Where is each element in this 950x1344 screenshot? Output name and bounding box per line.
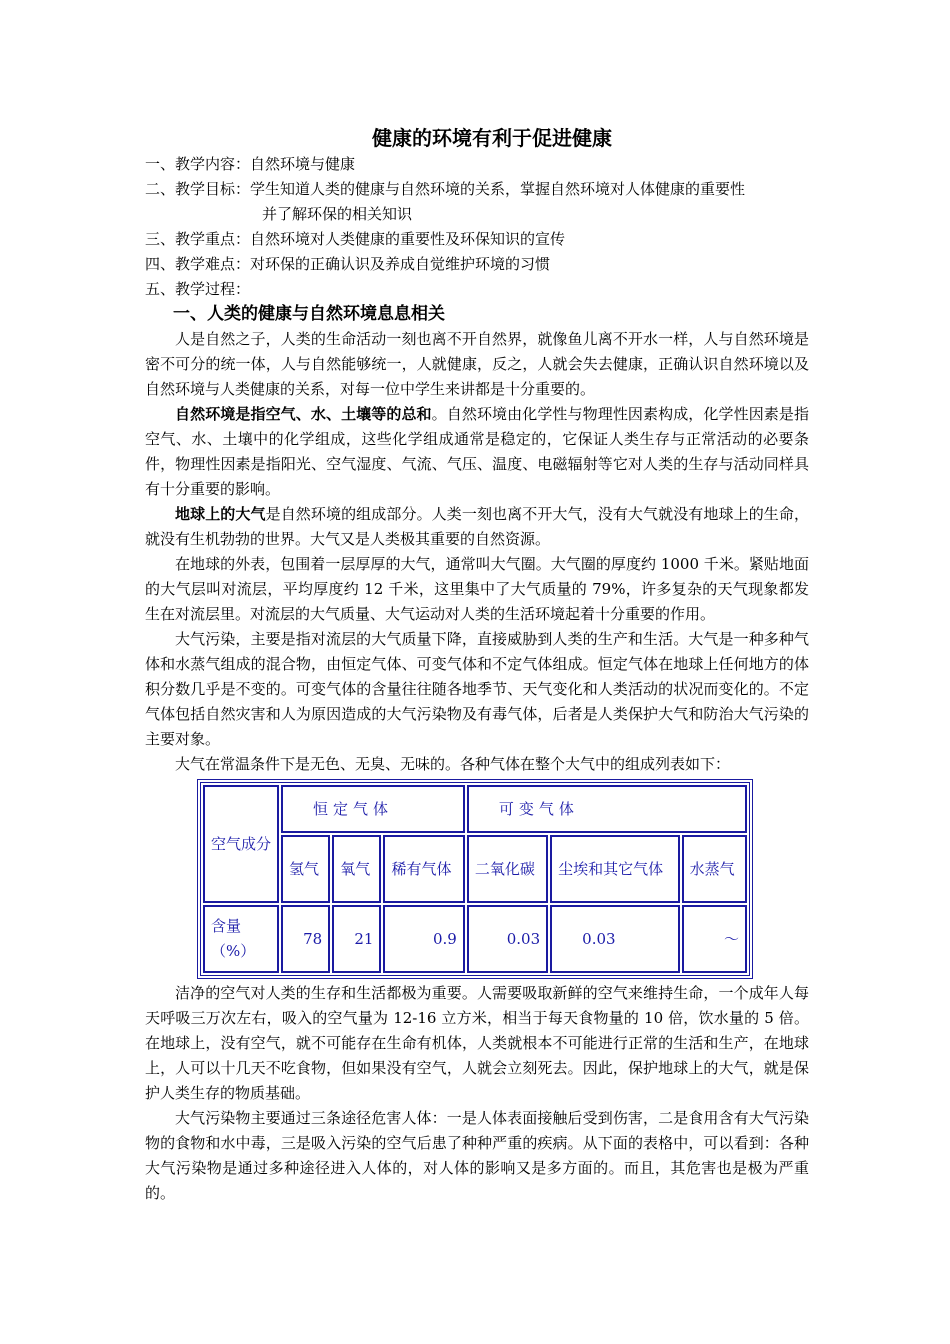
table-row [203, 905, 747, 973]
value-cell: 0.03 [550, 905, 680, 973]
value-cell: 78 [281, 905, 330, 973]
value-cell: 0.03 [467, 905, 548, 973]
value-cell: 0.9 [383, 905, 464, 973]
row-header-cell: 空气成分 [203, 785, 279, 903]
group-header-variable: 可变气体 [467, 785, 747, 833]
outline-content: 一、教学内容：自然环境与健康 [145, 155, 356, 173]
document-title: 健康的环境有利于促进健康 [372, 126, 612, 150]
paragraph-text: 人是自然之子，人类的生命活动一刻也离不开自然界，就像鱼儿离不开水一样，人与自然环境是密不可分的统一体，人与自然能够统一，人就健康，反之，人就会失去健康，正确认识自然环境以及自然环境与人类健康的关系，对每一位中学生来讲都是十分重要的。 [145, 330, 809, 398]
column-header: 水蒸气 [682, 835, 747, 903]
outline-difficulty: 四、教学难点：对环保的正确认识及养成自觉维护环境的习惯 [145, 255, 551, 273]
value-label-cell: 含量（%） [203, 905, 279, 973]
outline-process: 五、教学过程： [145, 280, 251, 298]
outline-focus: 三、教学重点：自然环境对人类健康的重要性及环保知识的宣传 [145, 230, 566, 248]
paragraph [145, 402, 809, 502]
column-header: 氢气 [281, 835, 330, 903]
paragraph [145, 627, 809, 752]
paragraph [145, 502, 809, 552]
paragraph-text: 。自然环境由化学性与物理性因素构成，化学性因素是指空气、水、土壤中的化学组成，这些化学组成通常是稳定的，它保证人类生存与正常活动的必要条件，物理性因素是指阳光、空气湿度、气流、气压、温度、电磁辐射等它对人类的生存与活动同样具有十分重要的影响。 [145, 405, 809, 498]
paragraph-bold: 自然环境是指空气、水、土壤等的总和 [175, 405, 432, 423]
group-header-constant: 恒定气体 [281, 785, 465, 833]
document-page [145, 124, 809, 1206]
outline-goal: 二、教学目标：学生知道人类的健康与自然环境的关系，掌握自然环境对人体健康的重要性 [145, 180, 746, 198]
section-heading: 一、人类的健康与自然环境息息相关 [173, 304, 445, 324]
paragraph: 洁净的空气对人类的生存和生活都极为重要。人需要吸取新鲜的空气来维持生命，一个成年人每天呼吸三万次左右，吸入的空气量为 12-16 立方米，相当于每天食物量的 10 倍，饮水量的 5 倍。在地球上，没有空气，就不可能存在生命有机体，人类就根本不可能进行正常的生活和生产，在地球上，人可以十几天不吃食物，但如果没有空气，人就会立刻死去。因此，保护地球上的大气，就是保护人类生存的物质基础。 [145, 984, 809, 1102]
paragraph-text: 大气污染，主要是指对流层的大气质量下降，直接威胁到人类的生产和生活。大气是一种多种气体和水蒸气组成的混合物，由恒定气体、可变气体和不定气体组成。恒定气体在地球上任何地方的体积分数几乎是不变的。可变气体的含量往往随各地季节、天气变化和人类活动的状况而变化的。不定气体包括自然灾害和人为原因造成的大气污染物及有毒气体，后者是人类保护大气和防治大气污染的主要对象。 [145, 630, 809, 748]
paragraph [145, 327, 809, 402]
paragraph-text: 大气在常温条件下是无色、无臭、无味的。各种气体在整个大气中的组成列表如下： [175, 755, 731, 773]
table-row [203, 785, 747, 833]
paragraph-text: 在地球的外表，包围着一层厚厚的大气，通常叫大气圈。大气圈的厚度约 1000 千米。紧贴地面的大气层叫对流层，平均厚度约 12 千米，这里集中了大气质量的 79%，许多复杂的天气现象都发生在对流层里。对流层的大气质量、大气运动对人类的生活环境起着十分重要的作用。 [145, 555, 809, 623]
column-header: 二氧化碳 [467, 835, 548, 903]
paragraph: 大气污染物主要通过三条途径危害人体：一是人体表面接触后受到伤害，二是食用含有大气污染物的食物和水中毒，三是吸入污染的空气后患了种种严重的疾病。从下面的表格中，可以看到：各种大气污染物是通过多种途径进入人体的，对人体的影响又是多方面的。而且，其危害也是极为严重的。 [145, 1109, 809, 1202]
table-row [203, 835, 747, 903]
paragraph-bold: 地球上的大气 [175, 505, 266, 523]
paragraph [145, 752, 809, 777]
outline-goal-cont: 并了解环保的相关知识 [262, 205, 413, 223]
value-cell: ～ [682, 905, 747, 973]
value-cell: 21 [332, 905, 381, 973]
air-composition-table [197, 779, 753, 979]
column-header: 氧气 [332, 835, 381, 903]
column-header: 稀有气体 [383, 835, 464, 903]
paragraph [145, 552, 809, 627]
paragraph-text: 是自然环境的组成部分。人类一刻也离不开大气，没有大气就没有地球上的生命，就没有生机勃勃的世界。大气又是人类极其重要的自然资源。 [145, 505, 809, 548]
column-header: 尘埃和其它气体 [550, 835, 680, 903]
